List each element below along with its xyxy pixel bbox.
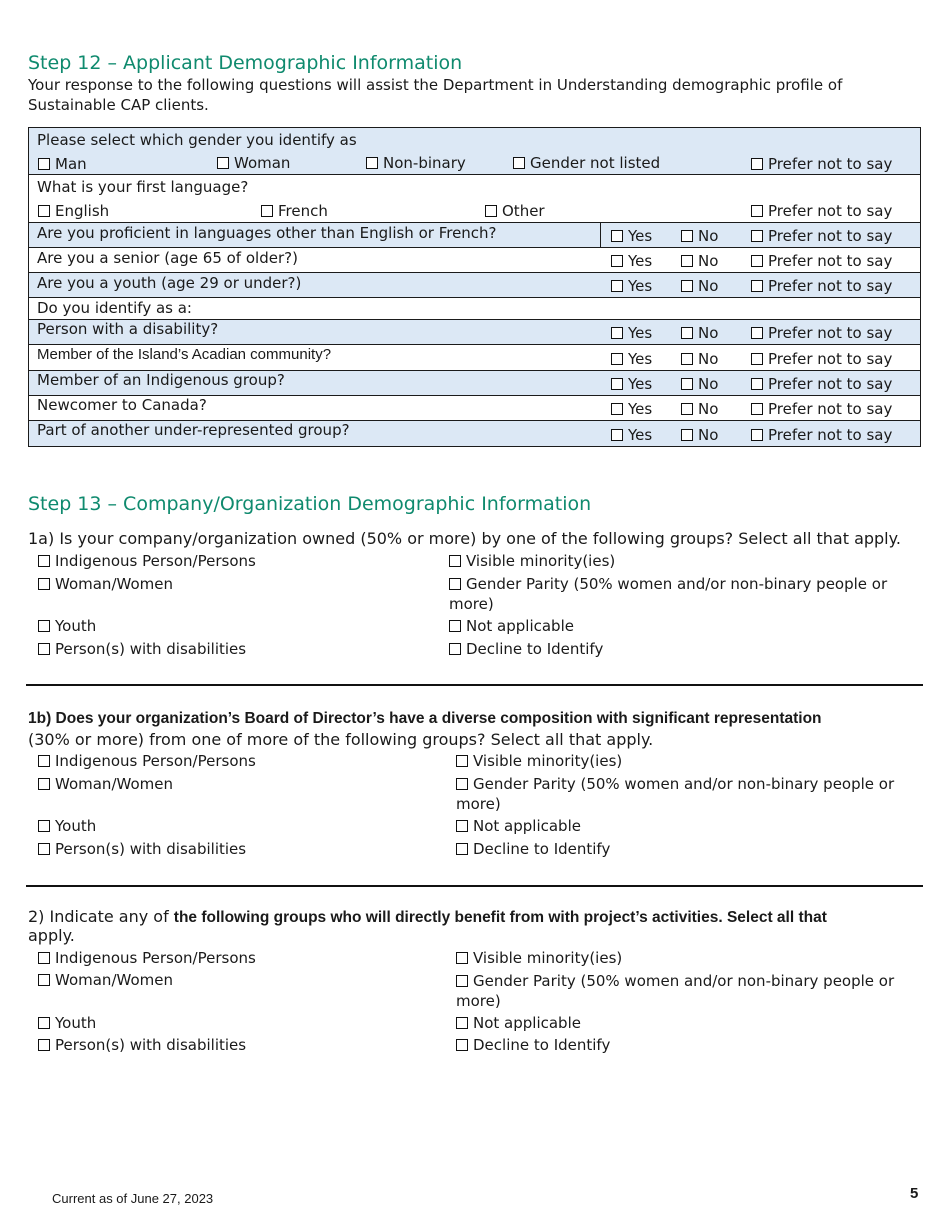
no-option[interactable]: No xyxy=(681,350,718,368)
checkbox-icon[interactable] xyxy=(681,429,693,441)
footer-date: Current as of June 27, 2023 xyxy=(52,1191,214,1206)
prefer-not-option[interactable]: Prefer not to say xyxy=(751,277,892,295)
step12-intro-line2: Sustainable CAP clients. xyxy=(28,96,209,114)
checkbox-icon[interactable] xyxy=(456,975,468,987)
yn-row-senior xyxy=(28,248,921,273)
checkbox-icon[interactable] xyxy=(449,643,461,655)
checkbox-icon[interactable] xyxy=(38,843,50,855)
checkbox-icon[interactable] xyxy=(751,353,763,365)
question-2-prefix: 2) Indicate any of xyxy=(28,907,174,926)
page-number: 5 xyxy=(910,1185,919,1202)
yes-option[interactable]: Yes xyxy=(611,426,652,444)
q1b-option-women[interactable]: Woman/Women xyxy=(38,775,173,793)
yn-row-youth xyxy=(28,273,921,298)
question-1b: 1b) Does your organization’s Board of Director’s have a diverse composition with significant representation xyxy=(28,710,822,727)
q1b-option-gender-parity[interactable]: Gender Parity (50% women and/or non-binary people or more) xyxy=(456,775,895,813)
checkbox-icon[interactable] xyxy=(217,157,229,169)
checkbox-icon[interactable] xyxy=(751,205,763,217)
q2-option-indigenous[interactable]: Indigenous Person/Persons xyxy=(38,949,256,967)
checkbox-icon[interactable] xyxy=(261,205,273,217)
checkbox-icon[interactable] xyxy=(485,205,497,217)
checkbox-icon[interactable] xyxy=(751,280,763,292)
identify-header: Do you identify as a: xyxy=(37,299,192,317)
yes-option[interactable]: Yes xyxy=(611,252,652,270)
checkbox-icon[interactable] xyxy=(38,820,50,832)
checkbox-icon[interactable] xyxy=(449,578,461,590)
no-option[interactable]: No xyxy=(681,426,718,444)
checkbox-icon[interactable] xyxy=(751,158,763,170)
gender-question: Please select which gender you identify as xyxy=(37,131,357,149)
step12-title: Step 12 – Applicant Demographic Information xyxy=(28,52,463,74)
identify-row-underrepresented xyxy=(28,421,921,447)
no-option[interactable]: No xyxy=(681,324,718,342)
checkbox-icon[interactable] xyxy=(456,755,468,767)
checkbox-icon[interactable] xyxy=(611,378,623,390)
gender-option-nonbinary[interactable]: Non-binary xyxy=(366,154,466,172)
checkbox-icon[interactable] xyxy=(611,429,623,441)
yn-row-proficient xyxy=(28,223,921,248)
yn-question: Are you a youth (age 29 or under?) xyxy=(37,274,302,292)
checkbox-icon[interactable] xyxy=(38,643,50,655)
question-2-bold: the following groups who will directly benefit from with project’s activities. Select all that xyxy=(173,909,827,926)
section-divider xyxy=(26,885,923,887)
q1a-option-visible-minority[interactable]: Visible minority(ies) xyxy=(449,552,615,570)
checkbox-icon[interactable] xyxy=(456,1039,468,1051)
checkbox-icon[interactable] xyxy=(38,755,50,767)
checkbox-icon[interactable] xyxy=(366,157,378,169)
no-option[interactable]: No xyxy=(681,227,718,245)
gender-option-woman[interactable]: Woman xyxy=(217,154,290,172)
identify-header-row xyxy=(28,298,921,320)
q2-option-decline[interactable]: Decline to Identify xyxy=(456,1036,610,1054)
identify-question: Member of the Island’s Acadian community? xyxy=(37,346,332,363)
identify-row-acadian xyxy=(28,345,921,371)
q1a-option-gender-parity[interactable]: Gender Parity (50% women and/or non-binary people or more) xyxy=(449,575,888,613)
checkbox-icon[interactable] xyxy=(456,1017,468,1029)
checkbox-icon[interactable] xyxy=(681,327,693,339)
yes-option[interactable]: Yes xyxy=(611,400,652,418)
checkbox-icon[interactable] xyxy=(611,230,623,242)
checkbox-icon[interactable] xyxy=(611,403,623,415)
checkbox-icon[interactable] xyxy=(38,974,50,986)
language-option-english[interactable]: English xyxy=(38,202,109,220)
language-option-other[interactable]: Other xyxy=(485,202,545,220)
q1b-option-not-applicable[interactable]: Not applicable xyxy=(456,817,581,835)
identify-row-newcomer xyxy=(28,396,921,421)
step12-intro-line1: Your response to the following questions will assist the Department in Understanding demographic profile of xyxy=(28,76,843,94)
checkbox-icon[interactable] xyxy=(611,255,623,267)
prefer-not-option[interactable]: Prefer not to say xyxy=(751,227,892,245)
no-option[interactable]: No xyxy=(681,252,718,270)
checkbox-icon[interactable] xyxy=(449,620,461,632)
language-option-prefer-not[interactable]: Prefer not to say xyxy=(751,202,892,220)
checkbox-icon[interactable] xyxy=(38,555,50,567)
question-1a: 1a) Is your company/organization owned (50% or more) by one of the following groups? Select all that apply. xyxy=(28,529,901,548)
checkbox-icon[interactable] xyxy=(611,280,623,292)
no-option[interactable]: No xyxy=(681,277,718,295)
gender-option-prefer-not[interactable]: Prefer not to say xyxy=(751,155,892,173)
gender-row xyxy=(28,127,921,175)
yes-option[interactable]: Yes xyxy=(611,277,652,295)
q1b-option-visible-minority[interactable]: Visible minority(ies) xyxy=(456,752,622,770)
identify-question: Person with a disability? xyxy=(37,320,219,338)
q1a-option-women[interactable]: Woman/Women xyxy=(38,575,173,593)
q1a-option-indigenous[interactable]: Indigenous Person/Persons xyxy=(38,552,256,570)
q2-option-disabilities[interactable]: Person(s) with disabilities xyxy=(38,1036,246,1054)
checkbox-icon[interactable] xyxy=(751,378,763,390)
checkbox-icon[interactable] xyxy=(38,1017,50,1029)
checkbox-icon[interactable] xyxy=(38,952,50,964)
q1b-option-indigenous[interactable]: Indigenous Person/Persons xyxy=(38,752,256,770)
checkbox-icon[interactable] xyxy=(449,555,461,567)
checkbox-icon[interactable] xyxy=(751,230,763,242)
checkbox-icon[interactable] xyxy=(38,1039,50,1051)
identify-row-indigenous xyxy=(28,371,921,396)
checkbox-icon[interactable] xyxy=(751,403,763,415)
step13-title: Step 13 – Company/Organization Demographic Information xyxy=(28,493,592,515)
prefer-not-option[interactable]: Prefer not to say xyxy=(751,426,892,444)
q1a-option-youth[interactable]: Youth xyxy=(38,617,96,635)
q2-option-women[interactable]: Woman/Women xyxy=(38,971,173,989)
q2-option-not-applicable[interactable]: Not applicable xyxy=(456,1014,581,1032)
prefer-not-option[interactable]: Prefer not to say xyxy=(751,350,892,368)
checkbox-icon[interactable] xyxy=(611,327,623,339)
yes-option[interactable]: Yes xyxy=(611,227,652,245)
checkbox-icon[interactable] xyxy=(456,843,468,855)
checkbox-icon[interactable] xyxy=(38,205,50,217)
checkbox-icon[interactable] xyxy=(681,280,693,292)
language-row xyxy=(28,175,921,223)
checkbox-icon[interactable] xyxy=(513,157,525,169)
identify-row-disability xyxy=(28,320,921,345)
cell-divider xyxy=(600,223,601,247)
checkbox-icon[interactable] xyxy=(38,578,50,590)
question-2-line2: apply. xyxy=(28,926,75,945)
checkbox-icon[interactable] xyxy=(751,429,763,441)
yn-question: Are you a senior (age 65 of older?) xyxy=(37,249,298,267)
q2-option-gender-parity[interactable]: Gender Parity (50% women and/or non-binary people or more) xyxy=(456,972,895,1010)
gender-option-man[interactable]: Man xyxy=(38,155,87,173)
q1a-option-not-applicable[interactable]: Not applicable xyxy=(449,617,574,635)
yes-option[interactable]: Yes xyxy=(611,350,652,368)
language-question: What is your first language? xyxy=(37,178,249,196)
prefer-not-option[interactable]: Prefer not to say xyxy=(751,324,892,342)
q1b-option-disabilities[interactable]: Person(s) with disabilities xyxy=(38,840,246,858)
checkbox-icon[interactable] xyxy=(751,255,763,267)
identify-question: Part of another under-represented group? xyxy=(37,421,350,439)
prefer-not-option[interactable]: Prefer not to say xyxy=(751,400,892,418)
yes-option[interactable]: Yes xyxy=(611,324,652,342)
q1a-option-disabilities[interactable]: Person(s) with disabilities xyxy=(38,640,246,658)
checkbox-icon[interactable] xyxy=(456,778,468,790)
identify-question: Member of an Indigenous group? xyxy=(37,371,285,389)
q2-option-visible-minority[interactable]: Visible minority(ies) xyxy=(456,949,622,967)
checkbox-icon[interactable] xyxy=(681,378,693,390)
checkbox-icon[interactable] xyxy=(681,403,693,415)
checkbox-icon[interactable] xyxy=(751,327,763,339)
q1a-option-decline[interactable]: Decline to Identify xyxy=(449,640,603,658)
no-option[interactable]: No xyxy=(681,375,718,393)
checkbox-icon[interactable] xyxy=(38,620,50,632)
q1b-option-youth[interactable]: Youth xyxy=(38,817,96,835)
checkbox-icon[interactable] xyxy=(456,952,468,964)
checkbox-icon[interactable] xyxy=(38,158,50,170)
question-2 xyxy=(28,907,827,927)
question-1b-line2: (30% or more) from one of more of the following groups? Select all that apply. xyxy=(28,730,654,749)
language-option-french[interactable]: French xyxy=(261,202,328,220)
checkbox-icon[interactable] xyxy=(681,255,693,267)
checkbox-icon[interactable] xyxy=(38,778,50,790)
checkbox-icon[interactable] xyxy=(611,353,623,365)
identify-question: Newcomer to Canada? xyxy=(37,396,207,414)
checkbox-icon[interactable] xyxy=(681,230,693,242)
gender-option-not-listed[interactable]: Gender not listed xyxy=(513,154,660,172)
q1b-option-decline[interactable]: Decline to Identify xyxy=(456,840,610,858)
q2-option-youth[interactable]: Youth xyxy=(38,1014,96,1032)
yn-question: Are you proficient in languages other than English or French? xyxy=(37,224,497,242)
prefer-not-option[interactable]: Prefer not to say xyxy=(751,375,892,393)
prefer-not-option[interactable]: Prefer not to say xyxy=(751,252,892,270)
yes-option[interactable]: Yes xyxy=(611,375,652,393)
no-option[interactable]: No xyxy=(681,400,718,418)
section-divider xyxy=(26,684,923,686)
checkbox-icon[interactable] xyxy=(456,820,468,832)
checkbox-icon[interactable] xyxy=(681,353,693,365)
